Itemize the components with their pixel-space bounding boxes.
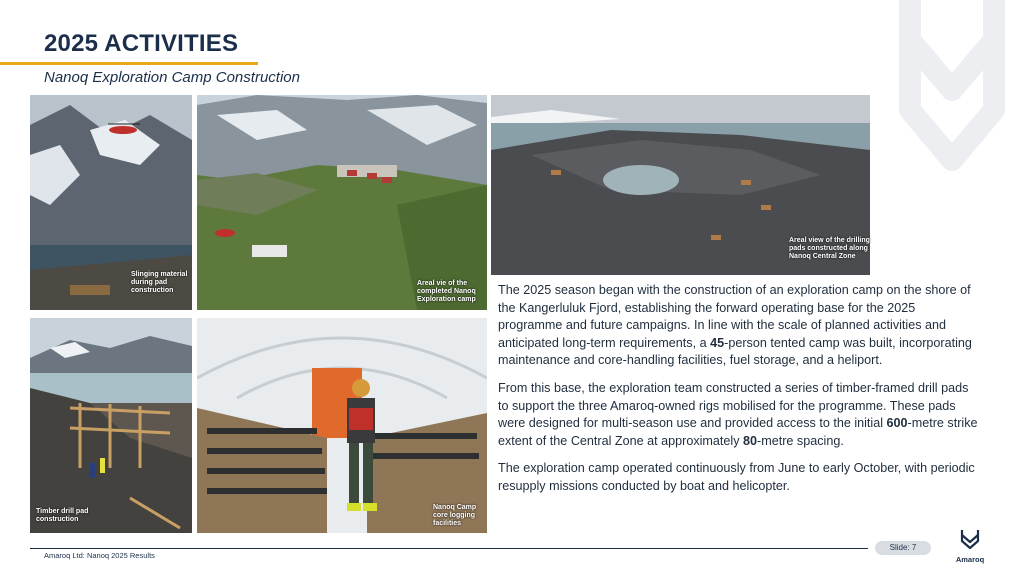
title-underline [0,62,258,65]
amaroq-logo-icon [959,529,981,549]
photo-completed-camp [197,95,487,310]
page-title: 2025 ACTIVITIES [44,30,239,57]
footer-divider [30,548,868,549]
logo-wordmark: Amaroq [955,555,985,564]
body-paragraph-3: The exploration camp operated continuously from June to early October, with periodic resupply missions conducted by boat and helicopter. [498,461,975,493]
page-subtitle: Nanoq Exploration Camp Construction [44,69,300,86]
body-text [498,282,980,506]
watermark-logo [880,0,1024,200]
amaroq-logo [950,529,990,565]
photo-timber-drill-pad [30,318,192,533]
caption-slinging: Slinging material during pad construction [131,271,188,294]
slide-number-badge: Slide: 7 [875,541,931,555]
body-paragraph-1: The 2025 season began with the construction of an exploration camp on the shore of the Kangerluluk Fjord, establishing the forward operating base for the 2025 programme and future campaigns. In line with the scale of planned activities and anticipated long-term requirements, a 45-person tented camp was built, incorporating maintenance and core-handling facilities, fuel storage, and a heliport. [498,283,972,368]
footer-source: Amaroq Ltd: Nanoq 2025 Results [44,551,155,560]
caption-completed-camp: Areal vie of the completed Nanoq Exploration camp [417,280,476,303]
body-paragraph-2: From this base, the exploration team constructed a series of timber-framed drill pads to support the three Amaroq-owned rigs mobilised for the programme. These pads were designed for multi-season use and provided access to the initial 600-metre strike extent of the Central Zone at approximately 80-metre spacing. [498,380,978,448]
caption-core-logging: Nanoq Camp core logging facilities [433,504,477,527]
caption-drilling-pads: Areal view of the drilling pads constructed along Nanoq Central Zone [789,237,870,260]
photo-core-logging [197,318,487,533]
caption-timber-drill-pad: Timber drill pad construction [36,508,89,523]
